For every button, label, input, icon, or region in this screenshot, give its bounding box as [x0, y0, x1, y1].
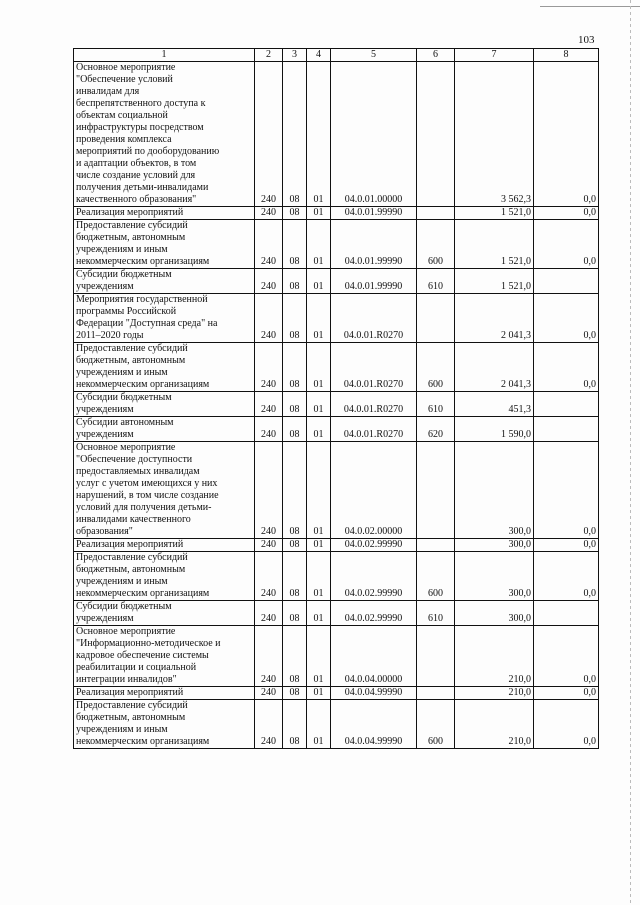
cell-admin-code: 240 [255, 62, 283, 207]
row-name-cell [74, 626, 255, 687]
row-name-line: бюджетным, автономным [76, 232, 186, 243]
row-name-line: Субсидии автономным [76, 417, 174, 428]
cell-amount: 300,0 [455, 539, 534, 552]
header-col-2: 2 [255, 49, 283, 62]
cell-target-article: 04.0.04.99990 [331, 687, 417, 700]
page-number: 103 [578, 34, 595, 46]
table-row [74, 62, 599, 207]
cell-subsection: 01 [307, 392, 331, 417]
cell-amount-2: 0,0 [534, 687, 599, 700]
cell-subsection: 01 [307, 626, 331, 687]
cell-section: 08 [283, 392, 307, 417]
cell-section: 08 [283, 601, 307, 626]
header-col-8: 8 [534, 49, 599, 62]
table-row [74, 417, 599, 442]
cell-subsection: 01 [307, 539, 331, 552]
row-name-line: Предоставление субсидий [76, 552, 188, 563]
table-row [74, 392, 599, 417]
cell-subsection: 01 [307, 294, 331, 343]
table-row [74, 626, 599, 687]
table-row [74, 601, 599, 626]
row-name-line: бюджетным, автономным [76, 355, 186, 366]
row-name-line: реабилитации и социальной [76, 662, 197, 673]
row-name-cell [74, 62, 255, 207]
row-name-line: "Обеспечение доступности [76, 454, 193, 465]
row-name-cell [74, 539, 255, 552]
cell-section: 08 [283, 294, 307, 343]
table-row [74, 343, 599, 392]
cell-admin-code: 240 [255, 207, 283, 220]
table-row [74, 687, 599, 700]
cell-section: 08 [283, 207, 307, 220]
cell-target-article: 04.0.01.R0270 [331, 343, 417, 392]
cell-amount: 300,0 [455, 552, 534, 601]
row-name-line: "Информационно-методическое и [76, 638, 221, 649]
cell-expense-type [417, 62, 455, 207]
cell-target-article: 04.0.01.R0270 [331, 392, 417, 417]
cell-amount-2: 0,0 [534, 539, 599, 552]
cell-amount: 3 562,3 [455, 62, 534, 207]
row-name-line: учреждениям и иным [76, 244, 168, 255]
row-name-line: учреждениям и иным [76, 724, 168, 735]
row-name-cell [74, 220, 255, 269]
row-name-cell [74, 392, 255, 417]
cell-subsection: 01 [307, 343, 331, 392]
cell-admin-code: 240 [255, 442, 283, 539]
cell-expense-type: 600 [417, 343, 455, 392]
table-row [74, 442, 599, 539]
row-name-cell [74, 687, 255, 700]
row-name-line: Реализация мероприятий [76, 207, 184, 218]
cell-subsection: 01 [307, 62, 331, 207]
cell-admin-code: 240 [255, 539, 283, 552]
cell-section: 08 [283, 539, 307, 552]
cell-amount-2: 0,0 [534, 294, 599, 343]
row-name-line: получения детьми-инвалидами [76, 182, 209, 193]
cell-expense-type: 610 [417, 601, 455, 626]
scan-edge-line [630, 0, 631, 905]
cell-section: 08 [283, 62, 307, 207]
row-name-line: Основное мероприятие [76, 626, 176, 637]
row-name-line: учреждениям и иным [76, 576, 168, 587]
cell-expense-type: 620 [417, 417, 455, 442]
cell-expense-type: 610 [417, 269, 455, 294]
cell-expense-type [417, 442, 455, 539]
cell-subsection: 01 [307, 601, 331, 626]
cell-amount: 451,3 [455, 392, 534, 417]
cell-amount-2 [534, 601, 599, 626]
cell-target-article: 04.0.02.99990 [331, 552, 417, 601]
row-name-line: Субсидии бюджетным [76, 601, 172, 612]
cell-expense-type [417, 207, 455, 220]
cell-section: 08 [283, 442, 307, 539]
row-name-cell [74, 269, 255, 294]
row-name-line: Предоставление субсидий [76, 220, 188, 231]
row-name-line: некоммерческим организациям [76, 588, 210, 599]
row-name-line: "Обеспечение условий [76, 74, 173, 85]
cell-expense-type [417, 626, 455, 687]
row-name-line: качественного образования" [76, 194, 197, 205]
row-name-line: предоставляемых инвалидам [76, 466, 200, 477]
row-name-line: Основное мероприятие [76, 442, 176, 453]
cell-section: 08 [283, 343, 307, 392]
row-name-cell [74, 417, 255, 442]
row-name-cell [74, 700, 255, 749]
row-name-cell [74, 601, 255, 626]
row-name-line: инвалидам для [76, 86, 140, 97]
table-row [74, 552, 599, 601]
cell-section: 08 [283, 552, 307, 601]
cell-target-article: 04.0.01.00000 [331, 62, 417, 207]
cell-expense-type [417, 539, 455, 552]
cell-admin-code: 240 [255, 269, 283, 294]
cell-amount-2: 0,0 [534, 220, 599, 269]
row-name-line: 2011–2020 годы [76, 330, 144, 341]
row-name-line: некоммерческим организациям [76, 736, 210, 747]
cell-amount: 210,0 [455, 700, 534, 749]
cell-amount: 2 041,3 [455, 343, 534, 392]
cell-amount-2 [534, 392, 599, 417]
row-name-line: числе создание условий для [76, 170, 196, 181]
cell-expense-type [417, 294, 455, 343]
row-name-line: и адаптации объектов, в том [76, 158, 197, 169]
row-name-cell [74, 294, 255, 343]
row-name-line: учреждениям [76, 281, 134, 292]
cell-expense-type: 600 [417, 552, 455, 601]
cell-amount: 1 521,0 [455, 269, 534, 294]
row-name-cell [74, 442, 255, 539]
row-name-line: образования" [76, 526, 133, 537]
row-name-line: учреждениям [76, 404, 134, 415]
cell-section: 08 [283, 220, 307, 269]
table-row [74, 207, 599, 220]
row-name-line: услуг с учетом имеющихся у них [76, 478, 218, 489]
row-name-line: кадровое обеспечение системы [76, 650, 209, 661]
cell-subsection: 01 [307, 552, 331, 601]
row-name-line: Реализация мероприятий [76, 687, 184, 698]
row-name-line: учреждениям и иным [76, 367, 168, 378]
row-name-cell [74, 207, 255, 220]
cell-subsection: 01 [307, 700, 331, 749]
row-name-line: Реализация мероприятий [76, 539, 184, 550]
row-name-line: условий для получения детьми- [76, 502, 212, 513]
cell-expense-type [417, 687, 455, 700]
cell-admin-code: 240 [255, 343, 283, 392]
budget-table [73, 48, 599, 749]
row-name-line: Предоставление субсидий [76, 700, 188, 711]
row-name-line: некоммерческим организациям [76, 379, 210, 390]
table-row [74, 220, 599, 269]
row-name-line: Предоставление субсидий [76, 343, 188, 354]
row-name-line: проведения комплекса [76, 134, 172, 145]
cell-subsection: 01 [307, 417, 331, 442]
cell-admin-code: 240 [255, 294, 283, 343]
cell-target-article: 04.0.02.99990 [331, 539, 417, 552]
cell-expense-type: 610 [417, 392, 455, 417]
row-name-cell [74, 552, 255, 601]
cell-target-article: 04.0.01.R0270 [331, 417, 417, 442]
cell-amount: 210,0 [455, 687, 534, 700]
table-row [74, 539, 599, 552]
cell-admin-code: 240 [255, 392, 283, 417]
cell-amount-2: 0,0 [534, 552, 599, 601]
row-name-line: мероприятий по дооборудованию [76, 146, 220, 157]
cell-admin-code: 240 [255, 417, 283, 442]
cell-target-article: 04.0.04.00000 [331, 626, 417, 687]
cell-admin-code: 240 [255, 687, 283, 700]
row-name-line: бюджетным, автономным [76, 564, 186, 575]
row-name-line: инфраструктуры посредством [76, 122, 204, 133]
table-header-row [74, 49, 599, 62]
table-row [74, 700, 599, 749]
header-col-3: 3 [283, 49, 307, 62]
row-name-line: учреждениям [76, 429, 134, 440]
row-name-line: нарушений, в том числе создание [76, 490, 219, 501]
cell-amount-2: 0,0 [534, 626, 599, 687]
row-name-line: некоммерческим организациям [76, 256, 210, 267]
cell-subsection: 01 [307, 207, 331, 220]
header-col-7: 7 [455, 49, 534, 62]
cell-amount-2 [534, 417, 599, 442]
cell-subsection: 01 [307, 220, 331, 269]
cell-section: 08 [283, 626, 307, 687]
cell-section: 08 [283, 417, 307, 442]
cell-amount: 1 590,0 [455, 417, 534, 442]
cell-amount: 1 521,0 [455, 220, 534, 269]
cell-section: 08 [283, 687, 307, 700]
cell-amount-2: 0,0 [534, 700, 599, 749]
cell-amount-2: 0,0 [534, 62, 599, 207]
cell-amount: 300,0 [455, 601, 534, 626]
cell-target-article: 04.0.04.99990 [331, 700, 417, 749]
header-col-1: 1 [74, 49, 255, 62]
cell-admin-code: 240 [255, 220, 283, 269]
row-name-line: Федерации "Доступная среда" на [76, 318, 218, 329]
cell-section: 08 [283, 700, 307, 749]
cell-admin-code: 240 [255, 552, 283, 601]
cell-subsection: 01 [307, 269, 331, 294]
cell-target-article: 04.0.02.99990 [331, 601, 417, 626]
cell-amount-2: 0,0 [534, 442, 599, 539]
cell-section: 08 [283, 269, 307, 294]
cell-subsection: 01 [307, 687, 331, 700]
row-name-line: Субсидии бюджетным [76, 269, 172, 280]
table-row [74, 269, 599, 294]
cell-amount: 210,0 [455, 626, 534, 687]
row-name-line: беспрепятственного доступа к [76, 98, 206, 109]
row-name-line: Основное мероприятие [76, 62, 176, 73]
header-col-4: 4 [307, 49, 331, 62]
cell-amount: 300,0 [455, 442, 534, 539]
cell-target-article: 04.0.01.99990 [331, 220, 417, 269]
row-name-line: объектам социальной [76, 110, 168, 121]
row-name-line: Субсидии бюджетным [76, 392, 172, 403]
cell-amount: 2 041,3 [455, 294, 534, 343]
cell-target-article: 04.0.01.R0270 [331, 294, 417, 343]
row-name-line: инвалидами качественного [76, 514, 191, 525]
cell-target-article: 04.0.01.99990 [331, 269, 417, 294]
cell-expense-type: 600 [417, 700, 455, 749]
cell-subsection: 01 [307, 442, 331, 539]
cell-amount-2: 0,0 [534, 207, 599, 220]
header-col-5: 5 [331, 49, 417, 62]
cell-amount-2: 0,0 [534, 343, 599, 392]
row-name-line: учреждениям [76, 613, 134, 624]
cell-amount: 1 521,0 [455, 207, 534, 220]
cell-target-article: 04.0.01.99990 [331, 207, 417, 220]
row-name-line: интеграции инвалидов" [76, 674, 177, 685]
row-name-line: программы Российской [76, 306, 177, 317]
table-body [74, 62, 599, 749]
header-col-6: 6 [417, 49, 455, 62]
row-name-line: бюджетным, автономным [76, 712, 186, 723]
cell-amount-2 [534, 269, 599, 294]
row-name-line: Мероприятия государственной [76, 294, 208, 305]
row-name-cell [74, 343, 255, 392]
cell-admin-code: 240 [255, 700, 283, 749]
cell-expense-type: 600 [417, 220, 455, 269]
scan-artifact-line [540, 6, 640, 7]
table-row [74, 294, 599, 343]
cell-admin-code: 240 [255, 601, 283, 626]
cell-target-article: 04.0.02.00000 [331, 442, 417, 539]
cell-admin-code: 240 [255, 626, 283, 687]
